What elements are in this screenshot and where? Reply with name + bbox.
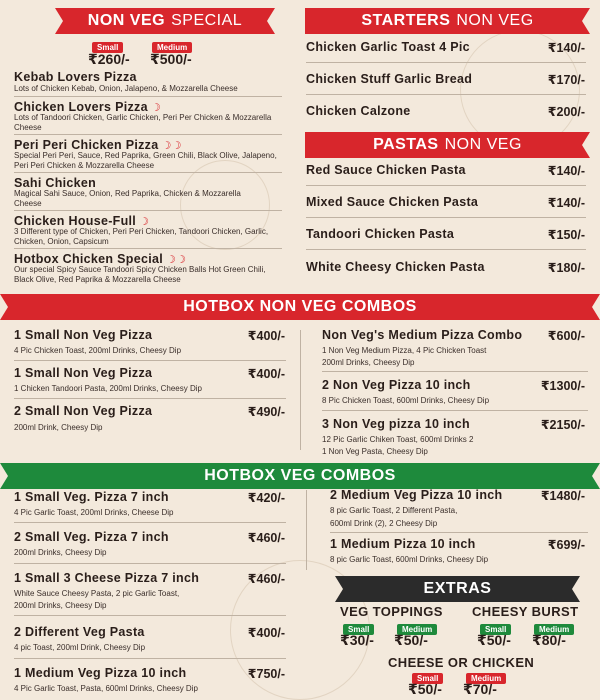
combo-name: 2 Small Non Veg Pizza <box>14 404 153 418</box>
divider <box>306 217 586 218</box>
menu-item-name: Tandoori Chicken Pasta <box>306 227 455 241</box>
combo-name: 2 Small Veg. Pizza 7 inch <box>14 530 169 544</box>
menu-item-desc: Special Peri Peri, Sauce, Red Paprika, Green Chili, Black Olive, Jalapeno, Peri Peri Chicken & Mozzarella Cheese <box>14 151 277 170</box>
small-size-badge: Small <box>480 624 511 635</box>
cheesy-burst-medium-price: ₹80/- <box>532 632 566 648</box>
combo-name: 2 Non Veg Pizza 10 inch <box>322 378 471 392</box>
combo-desc: 4 Pic Garlic Toast, Pasta, 600ml Drinks, Cheesy Dip <box>14 684 198 693</box>
extras-banner <box>335 576 580 602</box>
combo-desc: 8 pic Garlic Toast, 2 Different Pasta, <box>330 506 458 515</box>
combo-price: ₹490/- <box>247 405 285 419</box>
combo-price: ₹400/- <box>247 367 285 381</box>
medium-size-badge: Medium <box>466 673 506 684</box>
divider <box>14 563 286 564</box>
combo-desc: 200ml Drinks, Cheesy Dip <box>14 601 107 610</box>
medium-size-badge: Medium <box>152 42 192 53</box>
medium-size-badge: Medium <box>397 624 437 635</box>
veg-combos-title: HOTBOX VEG COMBOS <box>204 467 396 484</box>
small-price: ₹260/- <box>88 51 130 67</box>
menu-item-name: Mixed Sauce Chicken Pasta <box>306 195 479 209</box>
combo-desc: 1 Non Veg Medium Pizza, 4 Pic Chicken Toast <box>322 346 487 355</box>
non-veg-special-banner <box>55 8 275 34</box>
menu-item-name: Sahi Chicken <box>14 176 97 190</box>
combo-desc: White Sauce Cheesy Pasta, 2 pic Garlic Toast, <box>14 589 180 598</box>
combo-price: ₹400/- <box>247 329 285 343</box>
menu-item-desc: Magical Sahi Sauce, Onion, Red Paprika, Chicken & Mozzarella Cheese <box>14 189 241 208</box>
nonveg-combos-banner <box>0 294 600 320</box>
starters-banner <box>305 8 590 34</box>
menu-item-desc: Our special Spicy Sauce Tandoori Spicy Chicken Balls Hot Green Chili, Black Olive, Red Paprika & Mozzarella Cheese <box>14 265 266 284</box>
divider <box>322 410 588 411</box>
combo-price: ₹750/- <box>247 667 285 681</box>
divider <box>306 94 586 95</box>
combo-name: 3 Non Veg pizza 10 inch <box>322 417 470 431</box>
combo-price: ₹460/- <box>247 531 285 545</box>
menu-item-name: White Cheesy Chicken Pasta <box>306 260 485 274</box>
menu-item-price: ₹140/- <box>547 41 585 55</box>
divider <box>14 360 286 361</box>
medium-size-badge: Medium <box>534 624 574 635</box>
column-divider <box>306 490 307 570</box>
combo-desc: 200ml Drink, Cheesy Dip <box>14 423 103 432</box>
small-size-badge: Small <box>92 42 123 53</box>
combo-name: 2 Medium Veg Pizza 10 inch <box>330 488 503 502</box>
combo-desc: 4 Pic Garlic Toast, 200ml Drinks, Cheese Dip <box>14 508 174 517</box>
divider <box>14 522 286 523</box>
combo-desc: 4 pic Toast, 200ml Drink, Cheesy Dip <box>14 643 146 652</box>
combo-price: ₹699/- <box>547 538 585 552</box>
spicy-icon: ☽ <box>139 216 150 228</box>
extras-title: EXTRAS <box>423 580 492 597</box>
menu-item-price: ₹140/- <box>547 196 585 210</box>
combo-price: ₹2150/- <box>540 418 585 432</box>
starters-title: STARTERS <box>361 12 451 29</box>
menu-item-name: Kebab Lovers Pizza <box>14 70 137 84</box>
menu-item-name: Red Sauce Chicken Pasta <box>306 163 466 177</box>
combo-desc: 200ml Drinks, Cheesy Dip <box>322 358 415 367</box>
cheesy-burst-small-price: ₹50/- <box>477 632 511 648</box>
divider <box>330 532 588 533</box>
cheesy-burst-label: CHEESY BURST <box>472 604 579 619</box>
menu-item-name: Peri Peri Chicken Pizza ☽☽ <box>14 138 182 152</box>
combo-price: ₹1300/- <box>540 379 585 393</box>
pastas-title: PASTAS <box>373 136 439 153</box>
starters-subtitle: NON VEG <box>456 12 534 29</box>
combo-desc: 1 Non Veg Pasta, Cheesy Dip <box>322 447 428 456</box>
divider <box>14 615 286 616</box>
combo-desc: 200ml Drinks, Cheesy Dip <box>14 548 107 557</box>
spicy-icon: ☽☽ <box>161 140 182 152</box>
cheese-or-chicken-small-price: ₹50/- <box>408 681 442 697</box>
combo-price: ₹400/- <box>247 626 285 640</box>
veg-toppings-medium-price: ₹50/- <box>394 632 428 648</box>
combo-name: 2 Different Veg Pasta <box>14 625 145 639</box>
small-size-badge: Small <box>343 624 374 635</box>
veg-combos-banner <box>0 463 600 489</box>
nonveg-combos-title: HOTBOX NON VEG COMBOS <box>183 298 417 315</box>
cheese-or-chicken-label: CHEESE OR CHICKEN <box>388 655 535 670</box>
combo-desc: 8 pic Garlic Toast, 600ml Drinks, Cheesy Dip <box>330 555 489 564</box>
menu-item-name: Chicken Lovers Pizza ☽ <box>14 100 161 114</box>
combo-desc: 8 Pic Chicken Toast, 600ml Drinks, Cheesy Dip <box>322 396 490 405</box>
combo-price: ₹1480/- <box>540 489 585 503</box>
menu-item-name: Hotbox Chicken Special ☽☽ <box>14 252 187 266</box>
medium-price: ₹500/- <box>150 51 192 67</box>
menu-item-price: ₹170/- <box>547 73 585 87</box>
veg-toppings-label: VEG TOPPINGS <box>340 604 443 619</box>
combo-name: 1 Medium Pizza 10 inch <box>330 537 476 551</box>
menu-item-name: Chicken House-Full ☽ <box>14 214 150 228</box>
menu-item-price: ₹150/- <box>547 228 585 242</box>
divider <box>306 185 586 186</box>
menu-item-name: Chicken Garlic Toast 4 Pic <box>306 40 470 54</box>
divider <box>14 210 282 211</box>
combo-desc: 12 Pic Garlic Chiken Toast, 600ml Drinks 2 <box>322 435 474 444</box>
combo-price: ₹420/- <box>247 491 285 505</box>
menu-item-name: Chicken Stuff Garlic Bread <box>306 72 473 86</box>
divider <box>14 96 282 97</box>
combo-price: ₹600/- <box>547 329 585 343</box>
divider <box>322 371 588 372</box>
combo-name: 1 Small Non Veg Pizza <box>14 366 153 380</box>
spicy-icon: ☽ <box>150 102 161 114</box>
combo-desc: 4 Pic Chicken Toast, 200ml Drinks, Cheesy Dip <box>14 346 182 355</box>
divider <box>14 172 282 173</box>
combo-desc: 1 Chicken Tandoori Pasta, 200ml Drinks, Cheesy Dip <box>14 384 202 393</box>
menu-item-price: ₹200/- <box>547 105 585 119</box>
combo-desc: 600ml Drink (2), 2 Cheesy Dip <box>330 519 438 528</box>
menu-item-desc: Lots of Chicken Kebab, Onion, Jalapeno, & Mozzarella Cheese <box>14 84 238 93</box>
combo-name: 1 Medium Veg Pizza 10 inch <box>14 666 187 680</box>
non-veg-special-title: NON VEG <box>87 12 166 29</box>
cheese-or-chicken-medium-price: ₹70/- <box>463 681 497 697</box>
menu-item-name: Chicken Calzone <box>306 104 411 118</box>
menu-item-price: ₹180/- <box>547 261 585 275</box>
combo-name: 1 Small 3 Cheese Pizza 7 inch <box>14 571 200 585</box>
divider <box>306 62 586 63</box>
menu-item-desc: 3 Different type of Chicken, Peri Peri Chicken, Tandoori Chicken, Garlic, Chicken, Onion, Capsicum <box>14 227 269 246</box>
divider <box>14 398 286 399</box>
menu-item-price: ₹140/- <box>547 164 585 178</box>
spicy-icon: ☽☽ <box>166 254 187 266</box>
divider <box>14 248 282 249</box>
non-veg-special-subtitle: SPECIAL <box>171 12 243 29</box>
menu-item-desc: Lots of Tandoori Chicken, Garlic Chicken, Peri Per Chicken & Mozzarella Cheese <box>14 113 272 132</box>
divider <box>14 658 286 659</box>
combo-name: 1 Small Veg. Pizza 7 inch <box>14 490 169 504</box>
small-size-badge: Small <box>412 673 443 684</box>
column-divider <box>300 330 301 450</box>
pastas-banner <box>305 132 590 158</box>
combo-name: 1 Small Non Veg Pizza <box>14 328 153 342</box>
combo-name: Non Veg's Medium Pizza Combo <box>322 328 523 342</box>
divider <box>14 134 282 135</box>
veg-toppings-small-price: ₹30/- <box>340 632 374 648</box>
divider <box>306 249 586 250</box>
pastas-subtitle: NON VEG <box>444 136 522 153</box>
combo-price: ₹460/- <box>247 572 285 586</box>
